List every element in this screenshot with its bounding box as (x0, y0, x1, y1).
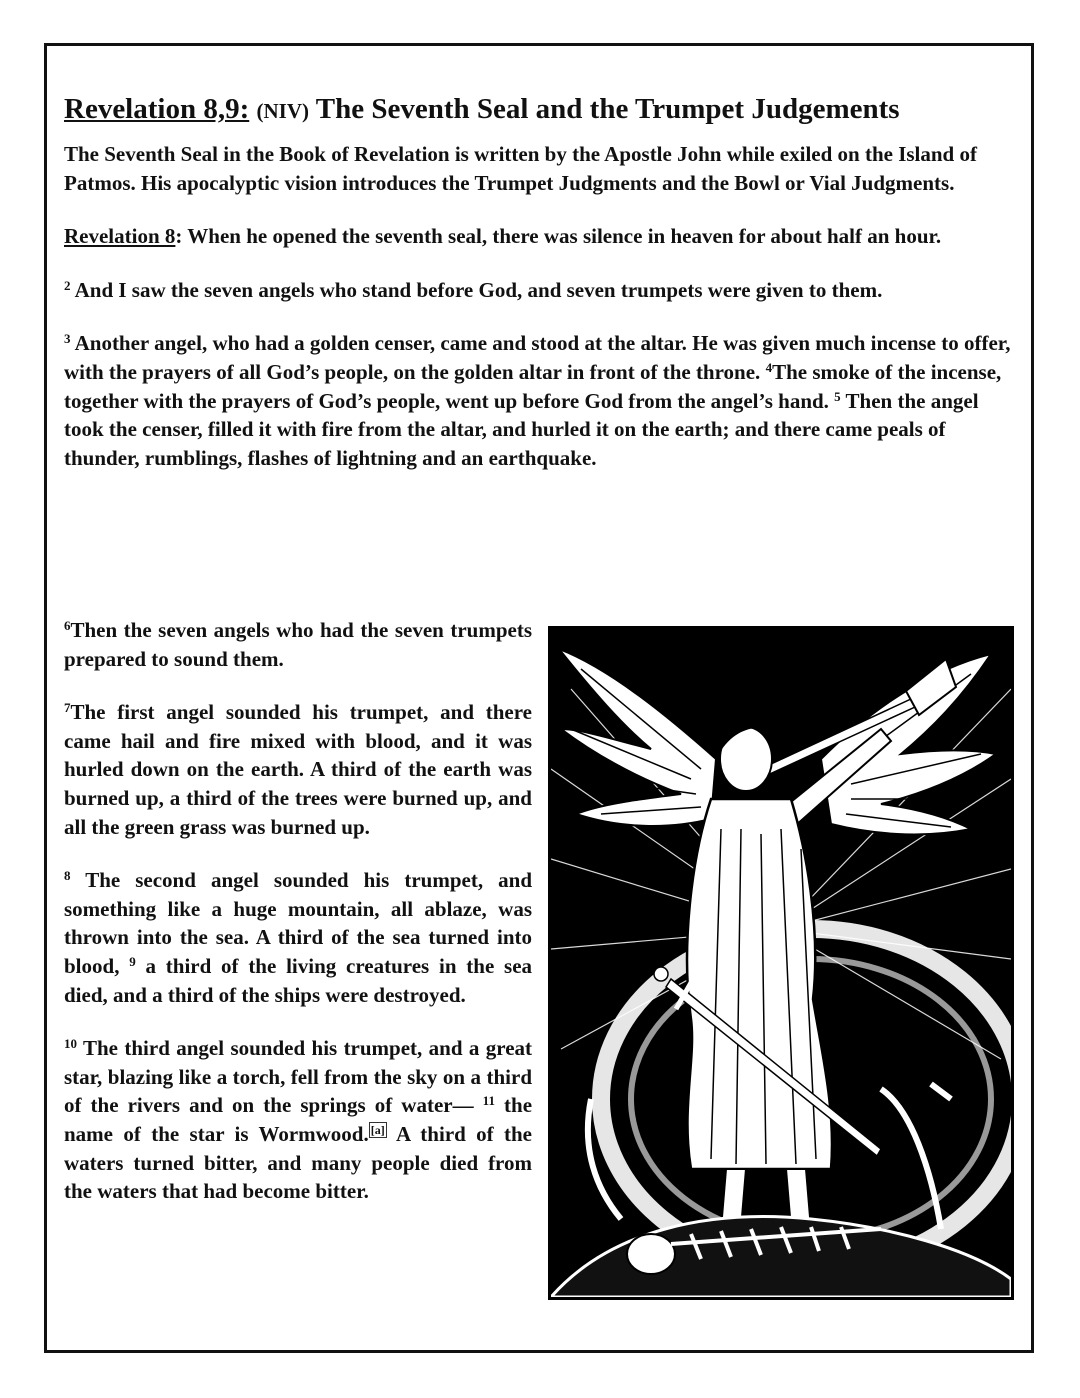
verse-6 (64, 616, 532, 673)
verse-3-text: Another angel, who had a golden censer, came and stood at the altar. He was given much incense to offer, with the prayers of all God’s people, on the golden altar in front of the throne. (64, 331, 1011, 384)
verse-number: 11 (482, 1093, 495, 1109)
verse-2 (64, 276, 1014, 305)
verse-11-continued: A third of the waters turned bitter, and many people died from the waters that had become bitter. (64, 1121, 533, 1204)
verse-number: 4 (765, 359, 773, 375)
verse-9-text: a third of the living creatures in the sea died, and a third of the ships were destroyed. (64, 953, 533, 1007)
verse-number: 7 (64, 700, 71, 716)
verse-number: 10 (64, 1036, 77, 1052)
verse-11-text: the name of the star is Wormwood. (64, 1093, 533, 1146)
intro-paragraph: The Seventh Seal in the Book of Revelation is written by the Apostle John while exiled on the Island of Patmos. His apocalyptic vision introduces the Trumpet Judgments and the Bowl or Vial Judgments. (64, 142, 977, 195)
verse-8-text: The second angel sounded his trumpet, and something like a huge mountain, all ablaze, was thrown into the sea. A third of the sea turned into blood, (64, 868, 533, 978)
verse-1-text: : When he opened the seventh seal, there was silence in heaven for about half an hour. (175, 224, 942, 249)
verse-4-text: The smoke of the incense, together with the prayers of God’s people, went up before God from the angel’s hand. (64, 359, 1002, 413)
footnote-link[interactable]: [a] (370, 1122, 385, 1137)
verse-7-text: The first angel sounded his trumpet, and there came hail and fire mixed with blood, and it was hurled down on the earth. A third of the earth was burned up, a third of the trees were burned up, and all the green grass was burned up. (64, 700, 532, 839)
title-heading: The Seventh Seal and the Trumpet Judgements (315, 93, 900, 125)
verse-1 (64, 222, 1014, 251)
angel-illustration (548, 626, 1014, 1300)
verse-number: 9 (129, 953, 136, 969)
text-column (64, 616, 532, 1206)
verse-7 (64, 698, 532, 841)
verse-6-text: Then the seven angels who had the seven trumpets prepared to sound them. (64, 618, 532, 671)
verse-number: 5 (834, 388, 841, 404)
verse-3-5 (64, 329, 1014, 472)
page-title (64, 92, 1014, 128)
title-version: (NIV) (256, 99, 309, 123)
document-body (64, 92, 1014, 472)
verse-number: 2 (64, 277, 71, 293)
verse-number: 6 (64, 618, 71, 633)
verse-5-text: Then the angel took the censer, filled it with fire from the altar, and hurled it on the earth; and there came peals of thunder, rumblings, flashes of lightning and an earthquake. (64, 388, 979, 470)
verse-number: 3 (64, 331, 71, 347)
verse-8-9 (64, 866, 532, 1009)
verse-number: 8 (64, 868, 71, 884)
chapter-reference: Revelation 8 (64, 224, 176, 249)
verse-10-11 (64, 1034, 532, 1206)
angel-drawing (551, 629, 1011, 1297)
title-reference: Revelation 8,9: (64, 93, 250, 125)
verse-2-text: And I saw the seven angels who stand before God, and seven trumpets were given to them. (74, 277, 883, 302)
verse-10-text: The third angel sounded his trumpet, and a great star, blazing like a torch, fell from the sky on a third of the rivers and on the springs of water— (64, 1036, 533, 1118)
